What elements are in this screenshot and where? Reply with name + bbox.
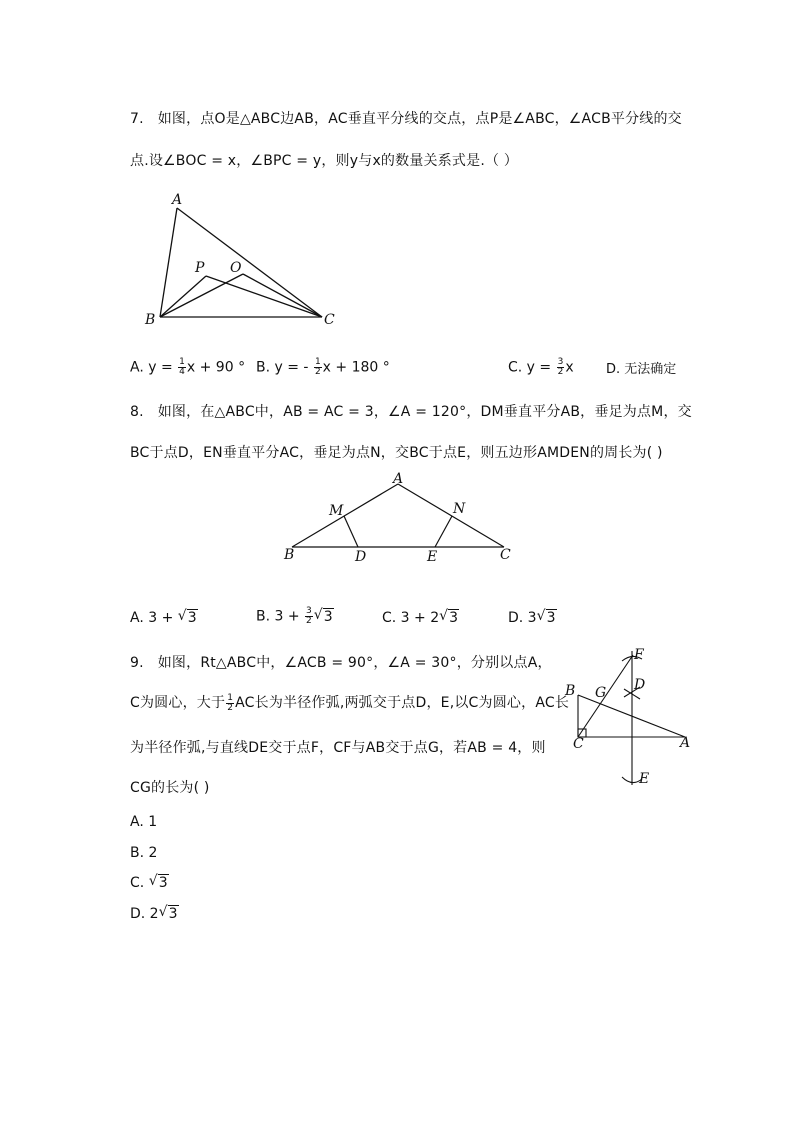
q9-stem-frac-den: 2 (227, 702, 234, 713)
q7-option-c-prefix: C. y = (508, 359, 556, 376)
q8-stem-line2: BC于点D，EN垂直平分AC，垂足为点N，交BC于点E，则五边形AMDEN的周长为( ) (130, 445, 663, 461)
q7-stem-line2: 点.设∠BOC = x，∠BPC = y，则y与x的数量关系式是.（ ） (130, 153, 519, 169)
q8-option-c[interactable] (382, 610, 459, 626)
q9-stem-line1: 如图，Rt△ABC中，∠ACB = 90°，∠A = 30°，分别以点A， (157, 655, 552, 671)
q7-side-ab (160, 208, 177, 317)
q9-stem-frac (226, 694, 234, 713)
q8-figure (280, 470, 520, 570)
q7-option-a[interactable] (130, 358, 245, 377)
q8-line1 (130, 401, 692, 421)
q7-label-b: B (145, 312, 156, 328)
q7-line1 (130, 108, 682, 128)
q9-option-c-rad: 3 (158, 875, 168, 891)
q7-seg-pc (206, 276, 322, 317)
q7-option-c[interactable] (508, 358, 574, 377)
q9-option-c-sqrt (149, 875, 169, 891)
q8-option-a-prefix: A. 3 + (130, 610, 178, 626)
q9-option-c-prefix: C. (130, 875, 149, 891)
q8-seg-ne (435, 516, 452, 547)
q9-option-d[interactable] (130, 906, 179, 922)
q9-option-d-rad: 3 (168, 906, 178, 922)
q9-label-f: F (634, 647, 644, 663)
q7-option-c-frac (557, 358, 565, 377)
q8-stem-line1: 如图，在△ABC中，AB = AC = 3，∠A = 120°，DM垂直平分AB，垂足为点M，交 (157, 404, 692, 420)
q7-label-o: O (230, 260, 242, 276)
q7-stem-line1: 如图，点O是△ABC边AB，AC垂直平分线的交点，点P是∠ABC，∠ACB平分线的交 (157, 111, 682, 127)
q9-label-e: E (639, 771, 650, 787)
q8-option-a[interactable] (130, 610, 198, 626)
q8-label-n: N (453, 501, 466, 517)
q9-option-a[interactable]: A. 1 (130, 814, 158, 830)
q8-option-d-rad: 3 (546, 610, 556, 626)
q7-label-p: P (195, 260, 205, 276)
q7-option-d[interactable]: D. 无法确定 (606, 362, 677, 377)
q8-label-d: D (355, 549, 367, 565)
q7-option-a-num: 1 (179, 357, 185, 367)
q9-option-d-prefix: D. 2 (130, 906, 159, 922)
q9-number: 9. (130, 655, 144, 671)
q8-option-b[interactable] (256, 607, 334, 626)
q9-line2 (130, 692, 569, 713)
q9-label-b: B (565, 683, 576, 699)
q7-option-b-suffix: x + 180 ° (322, 359, 390, 376)
q7-option-b-frac (314, 358, 322, 377)
q7-number: 7. (130, 111, 144, 127)
q9-label-c: C (573, 736, 584, 752)
q7-option-b-num: 1 (314, 357, 321, 367)
q8-option-b-prefix: B. 3 + (256, 608, 305, 625)
q9-line1 (130, 652, 552, 672)
q8-side-ac (398, 484, 504, 547)
q9-option-d-sqrt (159, 906, 179, 922)
q9-stem-line3: 为半径作弧,与直线DE交于点F，CF与AB交于点G，若AB = 4，则 (130, 740, 546, 756)
q7-option-a-frac (178, 358, 186, 377)
q8-option-c-prefix: C. 3 + 2 (382, 610, 440, 626)
q9-figure (560, 645, 700, 795)
q7-option-b[interactable] (256, 358, 390, 377)
q7-option-a-prefix: A. y = (130, 359, 178, 376)
q8-seg-md (344, 516, 358, 547)
q8-option-b-num: 3 (306, 606, 312, 616)
q8-option-d-prefix: D. 3 (508, 610, 537, 626)
q7-figure (140, 188, 350, 333)
q9-stem-frac-num: 1 (227, 692, 234, 703)
q8-number: 8. (130, 404, 144, 420)
q8-option-a-rad: 3 (187, 610, 197, 626)
q8-side-ab (292, 484, 398, 547)
q8-label-a: A (393, 471, 404, 487)
q9-stem-line2-b: AC长为半径作弧,两弧交于点D，E,以C为圆心，AC长 (235, 695, 570, 711)
q7-option-b-prefix: B. y = - (256, 359, 313, 376)
q9-option-c[interactable] (130, 875, 169, 891)
q7-label-c: C (324, 312, 335, 328)
q7-option-c-suffix: x (565, 359, 574, 376)
q7-option-a-suffix: x + 90 ° (186, 359, 246, 376)
q9-label-d: D (634, 677, 646, 693)
q8-label-m: M (329, 503, 344, 519)
q8-option-d[interactable] (508, 610, 557, 626)
q9-label-a: A (680, 735, 691, 751)
q8-option-d-sqrt (537, 610, 557, 626)
q8-label-b: B (284, 547, 295, 563)
q8-option-b-den: 2 (306, 616, 312, 626)
q8-option-c-rad: 3 (449, 610, 459, 626)
q7-option-c-den: 2 (557, 367, 564, 377)
q7-label-a: A (172, 192, 183, 208)
q8-option-b-frac (305, 607, 313, 626)
q7-seg-oc (243, 274, 322, 317)
q8-label-e: E (427, 549, 438, 565)
q9-option-b[interactable]: B. 2 (130, 845, 158, 861)
q9-label-g: G (595, 685, 607, 701)
q9-stem-line4: CG的长为( ) (130, 780, 210, 796)
q8-option-b-rad: 3 (323, 608, 333, 625)
q7-option-b-den: 2 (314, 367, 321, 377)
q8-option-c-sqrt (439, 610, 459, 626)
q8-label-c: C (500, 547, 511, 563)
q9-stem-line2-a: C为圆心，大于 (130, 695, 226, 711)
q8-option-a-sqrt (178, 610, 198, 626)
q8-option-b-sqrt (314, 609, 334, 625)
q7-option-a-den: 4 (179, 367, 185, 377)
q7-option-c-num: 3 (557, 357, 564, 367)
